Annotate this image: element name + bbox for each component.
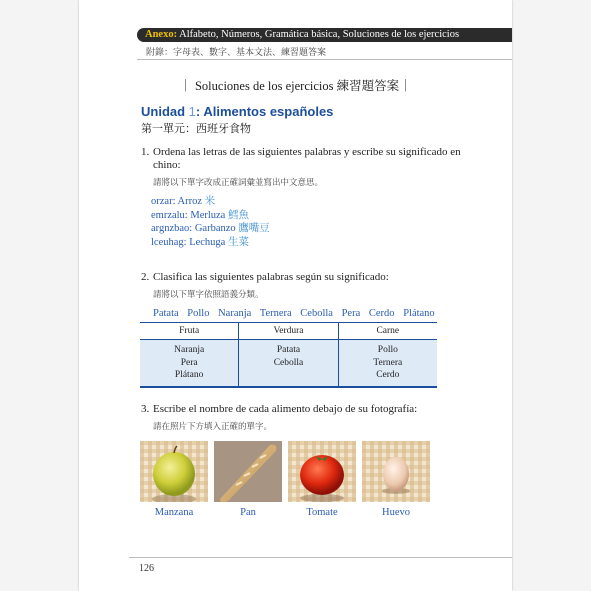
exercise-2 xyxy=(141,271,486,301)
answer-row: orzar: Arroz 米 xyxy=(151,196,216,207)
exercise-3 xyxy=(141,403,486,433)
exercise-1-number: 1. xyxy=(141,146,150,158)
table-header-cell: Verdura xyxy=(239,323,338,339)
apple-photo xyxy=(140,441,208,502)
word-bank-item: Plátano xyxy=(403,308,435,319)
exercise-1 xyxy=(141,146,486,189)
chapter-banner xyxy=(137,28,512,42)
header-divider xyxy=(137,59,512,60)
chapter-subheader: 附錄：字母表、數字、基本文法、練習題答案 xyxy=(146,47,327,57)
word-bank-item: Pera xyxy=(341,308,361,319)
table-cell: Plátano xyxy=(174,370,204,380)
table-body-row xyxy=(140,340,437,386)
exercise-3-number: 3. xyxy=(141,403,150,415)
unit-title: : Alimentos españoles xyxy=(195,104,334,119)
unit-subtitle: 第一單元：西班牙食物 xyxy=(141,123,251,135)
word-bank-item: Naranja xyxy=(218,308,252,319)
exercise-1-instruction: Ordena las letras de las siguientes palabras y escribe su significado en chino: xyxy=(153,146,461,171)
table-header-row xyxy=(140,323,437,340)
table-cell: Naranja xyxy=(174,345,205,355)
word-bank-item: Ternera xyxy=(259,308,292,319)
section-title: ｜ Soluciones de los ejercicios 練習題答案｜ xyxy=(179,79,412,93)
photo-caption: Pan xyxy=(240,507,256,518)
exercise-1-answers xyxy=(151,195,270,249)
bread-photo xyxy=(214,441,282,502)
egg-photo xyxy=(362,441,430,502)
classification-table xyxy=(140,322,437,388)
photo-captions xyxy=(140,507,440,518)
table-cell: Cebolla xyxy=(273,357,304,368)
table-cell: Pollo xyxy=(377,345,398,355)
photo-caption: Tomate xyxy=(306,507,338,518)
table-cell: Pera xyxy=(180,357,198,368)
answer-row: lceuhag: Lechuga 生菜 xyxy=(151,236,249,248)
table-header-cell: Fruta xyxy=(140,323,239,339)
table-cell: Cerdo xyxy=(376,370,400,380)
table-column-carne xyxy=(339,340,437,386)
answer-row: emrzalu: Merluza 鱈魚 xyxy=(151,209,249,221)
word-bank-item: Cerdo xyxy=(368,308,395,319)
table-cell: Ternera xyxy=(373,357,403,368)
word-bank-item: Patata xyxy=(153,308,179,319)
word-bank-item: Pollo xyxy=(187,308,210,319)
unit-label: Unidad xyxy=(141,104,189,119)
photo-caption: Manzana xyxy=(154,507,194,518)
table-cell: Patata xyxy=(276,345,301,355)
unit-heading xyxy=(141,104,333,119)
word-bank xyxy=(153,308,512,319)
word-bank-item: Cebolla xyxy=(300,308,333,319)
photo-row xyxy=(140,441,440,502)
exercise-2-number: 2. xyxy=(141,271,150,283)
tomato-photo xyxy=(288,441,356,502)
exercise-2-instruction-zh: 請將以下單字依照語義分類。 xyxy=(153,289,264,299)
exercise-2-instruction: Clasifica las siguientes palabras según su significado: xyxy=(153,271,389,283)
footer-divider xyxy=(129,557,512,558)
exercise-3-instruction: Escribe el nombre de cada alimento debajo de su fotografía: xyxy=(153,403,418,415)
table-column-verdura xyxy=(239,340,338,386)
table-column-fruta xyxy=(140,340,239,386)
photo-caption: Huevo xyxy=(382,507,410,518)
banner-prefix: Anexo: xyxy=(145,29,178,40)
book-page xyxy=(79,0,512,591)
table-header-cell: Carne xyxy=(376,326,400,336)
page-number: 126 xyxy=(139,563,154,574)
answer-row: argnzbao: Garbanzo 鷹嘴豆 xyxy=(151,223,270,234)
exercise-1-instruction-zh: 請將以下單字改成正確詞彙並寫出中文意思。 xyxy=(153,177,324,187)
unit-number: 1 xyxy=(188,104,196,119)
banner-text: Alfabeto, Números, Gramática básica, Soluciones de los ejercicios xyxy=(177,29,460,40)
exercise-3-instruction-zh: 請在照片下方填入正確的單字。 xyxy=(153,421,273,431)
